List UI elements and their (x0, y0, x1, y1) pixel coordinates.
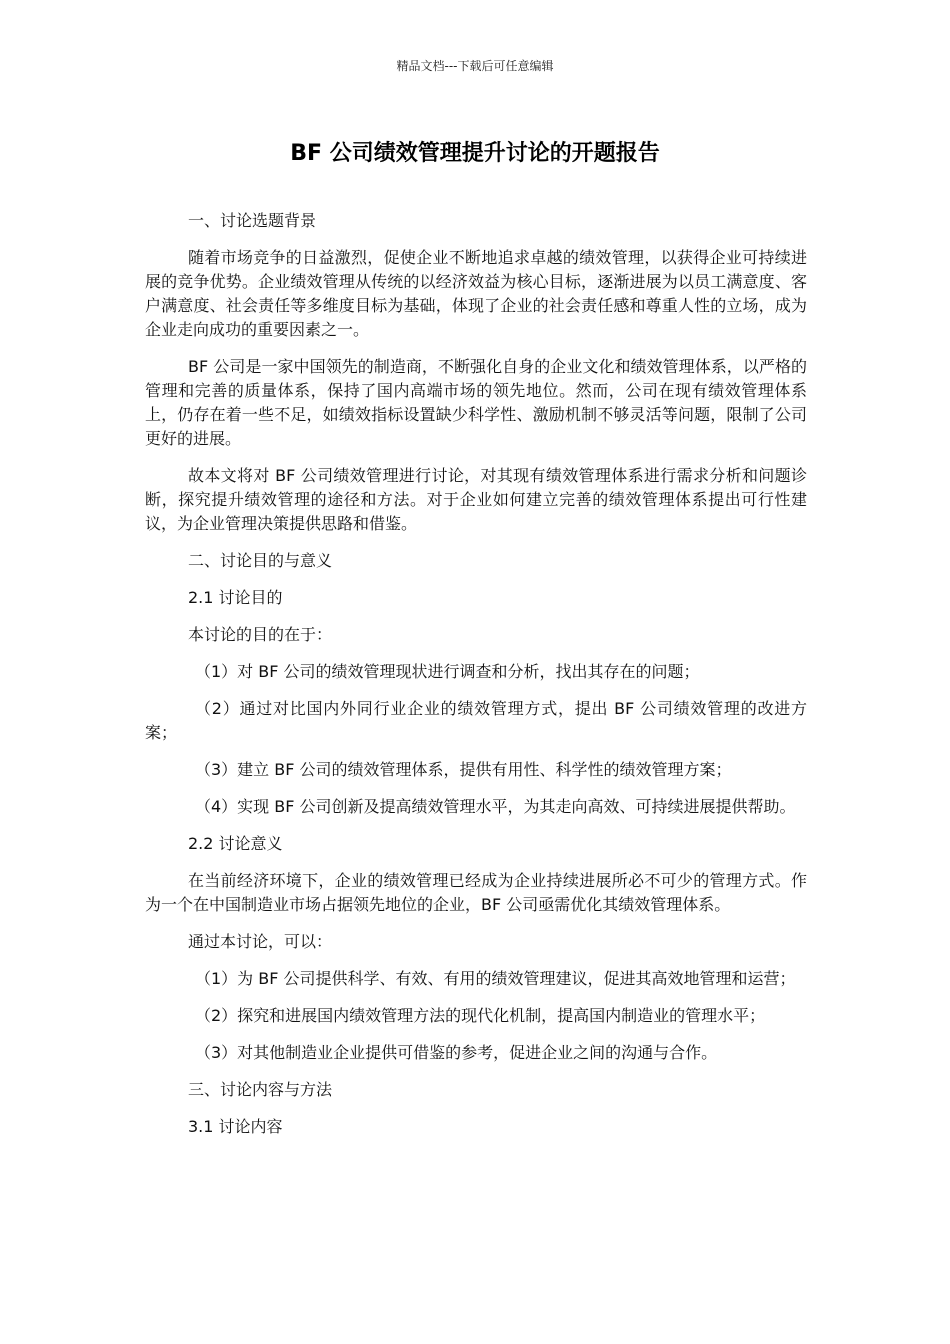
document-body (145, 209, 807, 1152)
list-item: （3）建立 BF 公司的绩效管理体系，提供有用性、科学性的绩效管理方案； (195, 760, 732, 779)
list-item: （2）探究和进展国内绩效管理方法的现代化机制，提高国内制造业的管理水平； (195, 1006, 766, 1025)
document-title: BF 公司绩效管理提升讨论的开题报告 (290, 141, 660, 166)
body-paragraph: 通过本讨论，可以： (188, 932, 333, 951)
body-paragraph: 本讨论的目的在于： (188, 625, 333, 644)
body-paragraph: 在当前经济环境下，企业的绩效管理已经成为企业持续进展所必不可少的管理方式。作为一个在中国制造业市场占据领先地位的企业，BF 公司亟需优化其绩效管理体系。 (145, 871, 807, 914)
list-item: （2）通过对比国内外同行业企业的绩效管理方式，提出 BF 公司绩效管理的改进方案； (145, 699, 807, 742)
subsection-heading: 3.1 讨论内容 (188, 1117, 283, 1136)
body-paragraph: 随着市场竞争的日益激烈，促使企业不断地追求卓越的绩效管理，以获得企业可持续进展的竞争优势。企业绩效管理从传统的以经济效益为核心目标，逐渐进展为以员工满意度、客户满意度、社会责任等多维度目标为基础，体现了企业的社会责任感和尊重人性的立场，成为企业走向成功的重要因素之一。 (145, 248, 807, 339)
section-heading-content: 三、讨论内容与方法 (188, 1080, 333, 1099)
list-item: （3）对其他制造业企业提供可借鉴的参考，促进企业之间的沟通与合作。 (195, 1043, 718, 1062)
body-paragraph: 故本文将对 BF 公司绩效管理进行讨论，对其现有绩效管理体系进行需求分析和问题诊断，探究提升绩效管理的途径和方法。对于企业如何建立完善的绩效管理体系提出可行性建议，为企业管理决策提供思路和借鉴。 (145, 466, 807, 533)
header-note: 精品文档---下载后可任意编辑 (396, 59, 554, 73)
list-item: （4）实现 BF 公司创新及提高绩效管理水平，为其走向高效、可持续进展提供帮助。 (195, 797, 796, 816)
list-item: （1）为 BF 公司提供科学、有效、有用的绩效管理建议，促进其高效地管理和运营； (195, 969, 796, 988)
section-heading-purpose: 二、讨论目的与意义 (188, 551, 333, 570)
body-paragraph: BF 公司是一家中国领先的制造商，不断强化自身的企业文化和绩效管理体系，以严格的管理和完善的质量体系，保持了国内高端市场的领先地位。然而，公司在现有绩效管理体系上，仍存在着一些不足，如绩效指标设置缺少科学性、激励机制不够灵活等问题，限制了公司更好的进展。 (145, 357, 807, 448)
subsection-heading: 2.2 讨论意义 (188, 834, 283, 853)
subsection-heading: 2.1 讨论目的 (188, 588, 283, 607)
section-heading-background: 一、讨论选题背景 (188, 211, 317, 230)
list-item: （1）对 BF 公司的绩效管理现状进行调查和分析，找出其存在的问题； (195, 662, 700, 681)
